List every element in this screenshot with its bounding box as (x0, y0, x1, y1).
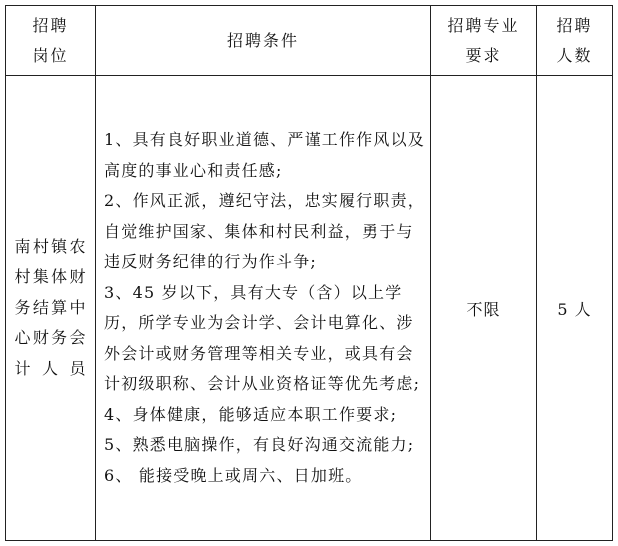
count-value: 5 人 (557, 299, 592, 319)
header-major-line-1: 招聘专业 (447, 15, 520, 35)
condition-item: 4、身体健康，能够适应本职工作要求; (104, 404, 398, 424)
condition-item: 6、 能接受晚上或周六、日加班。 (104, 465, 363, 485)
table-row (6, 76, 613, 541)
cell-major (431, 76, 537, 541)
table-header-row (6, 6, 613, 76)
header-conditions-text: 招聘条件 (226, 30, 299, 50)
header-position (6, 6, 96, 76)
header-major (431, 6, 537, 76)
header-count (537, 6, 613, 76)
condition-item: 5、熟悉电脑操作，有良好沟通交流能力; (104, 435, 415, 454)
major-value: 不限 (466, 299, 501, 319)
header-conditions (96, 6, 431, 76)
header-major-line-2: 要求 (465, 45, 502, 65)
condition-item: 2、作风正派，遵纪守法，忠实履行职责，自觉维护国家、集体和村民利益，勇于与违反财务纪律的行为作斗争; (104, 191, 425, 271)
header-position-line-2: 岗位 (32, 45, 69, 65)
condition-item: 3、45 岁以下，具有大专（含）以上学历，所学专业为会计学、会计电算化、涉外会计或财务管理等相关专业，或具有会计初级职称、会计从业资格证等优先考虑; (104, 282, 421, 393)
conditions-list (96, 125, 430, 491)
cell-conditions (96, 76, 431, 541)
header-count-line-1: 招聘 (556, 15, 593, 35)
cell-position (6, 76, 96, 541)
cell-count (537, 76, 613, 541)
condition-item: 1、具有良好职业道德、严谨工作作风以及高度的事业心和责任感; (104, 130, 425, 180)
header-position-line-1: 招聘 (32, 15, 69, 35)
recruitment-table (5, 5, 613, 541)
position-text: 南村镇农村集体财务结算中心财务会计人员 (14, 236, 87, 378)
header-count-line-2: 人数 (556, 45, 593, 65)
